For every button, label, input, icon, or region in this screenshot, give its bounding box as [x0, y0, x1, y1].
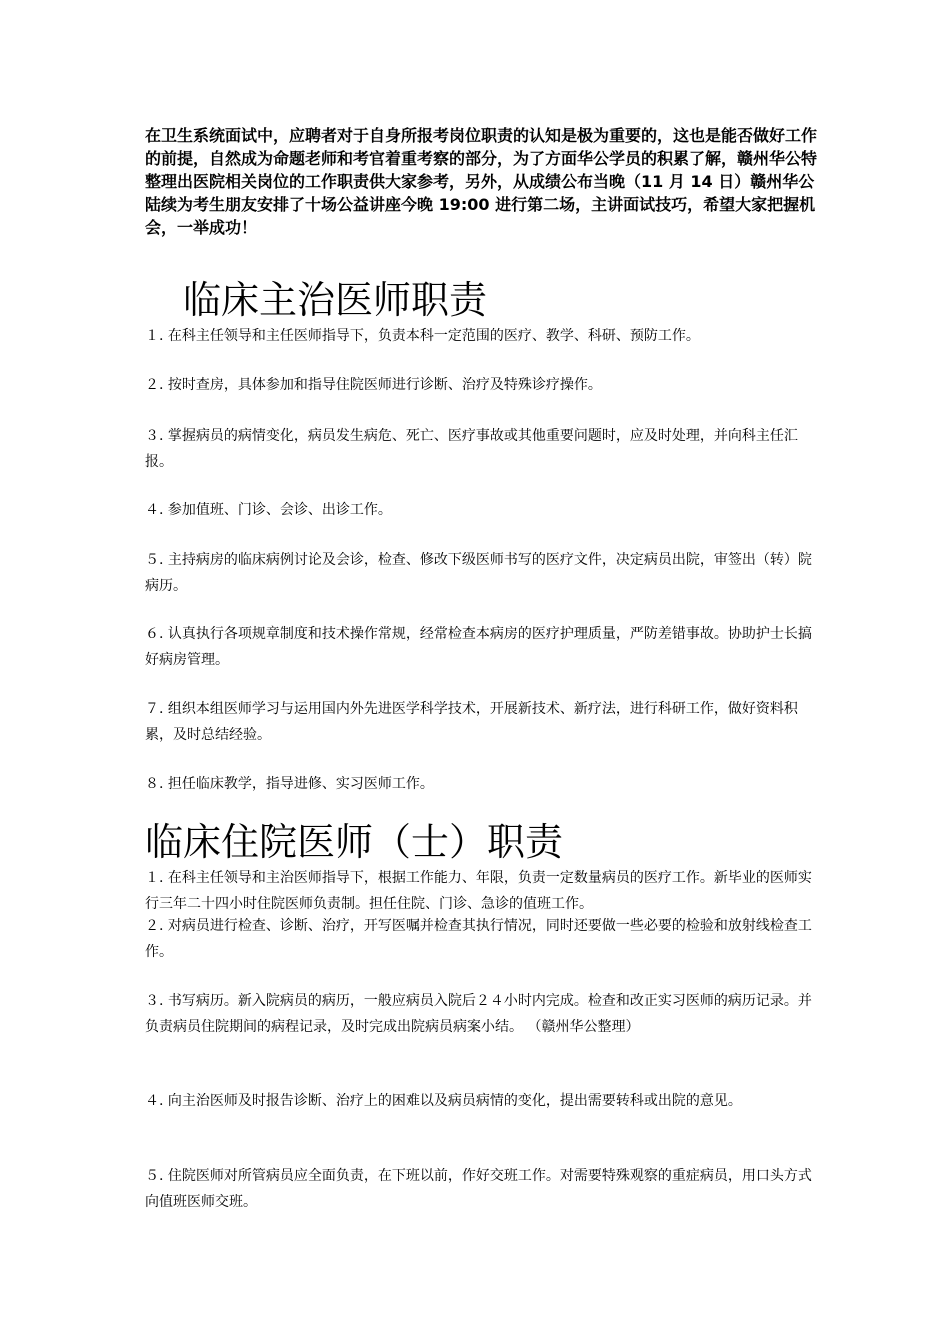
list-item: ６. 认真执行各项规章制度和技术操作常规，经常检查本病房的医疗护理质量，严防差错事故。协助护士长搞好病房管理。 [145, 626, 812, 668]
intro-paragraph: 在卫生系统面试中，应聘者对于自身所报考岗位职责的认知是极为重要的，这也是能否做好工作的前提，自然成为命题老师和考官着重考察的部分，为了方面华公学员的积累了解，赣州华公特整理出医院相关岗位的工作职责供大家参考，另外，从成绩公布当晚（11 月 14 日）赣州华公陆续为考生朋友安排了十场公益讲座今晚 19:00 进行第二场，主讲面试技巧，希望大家把握机会，一举成功！ [145, 126, 818, 237]
list-item: ４. 参加值班、门诊、会诊、出诊工作。 [145, 502, 392, 518]
section-title-resident-physician: 临床住院医师（士）职责 [145, 820, 564, 864]
section-title-attending-physician: 临床主治医师职责 [183, 278, 488, 322]
list-item: ３. 书写病历。新入院病员的病历，一般应病员入院后２４小时内完成。检查和改正实习医师的病历记录。并负责病员住院期间的病程记录，及时完成出院病员病案小结。 （赣州华公整理） [145, 993, 812, 1035]
list-item: ２. 对病员进行检查、诊断、治疗，开写医嘱并检查其执行情况，同时还要做一些必要的检验和放射线检查工作。 [145, 918, 812, 960]
list-item: ４. 向主治医师及时报告诊断、治疗上的困难以及病员病情的变化，提出需要转科或出院的意见。 [145, 1093, 742, 1109]
list-item: ３. 掌握病员的病情变化，病员发生病危、死亡、医疗事故或其他重要问题时，应及时处理，并向科主任汇报。 [145, 428, 798, 470]
list-item: ５. 住院医师对所管病员应全面负责，在下班以前，作好交班工作。对需要特殊观察的重症病员，用口头方式向值班医师交班。 [145, 1168, 812, 1210]
list-item: １. 在科主任领导和主任医师指导下，负责本科一定范围的医疗、教学、科研、预防工作。 [145, 328, 700, 344]
list-item: ５. 主持病房的临床病例讨论及会诊，检查、修改下级医师书写的医疗文件，决定病员出院，审签出（转）院病历。 [145, 552, 812, 594]
list-item: ２. 按时查房，具体参加和指导住院医师进行诊断、治疗及特殊诊疗操作。 [145, 377, 602, 393]
list-item: １. 在科主任领导和主治医师指导下，根据工作能力、年限，负责一定数量病员的医疗工作。新毕业的医师实行三年二十四小时住院医师负责制。担任住院、门诊、急诊的值班工作。 [145, 870, 812, 912]
list-item: ７. 组织本组医师学习与运用国内外先进医学科学技术，开展新技术、新疗法，进行科研工作，做好资料积累，及时总结经验。 [145, 701, 798, 743]
list-item: ８. 担任临床教学，指导进修、实习医师工作。 [145, 776, 434, 792]
